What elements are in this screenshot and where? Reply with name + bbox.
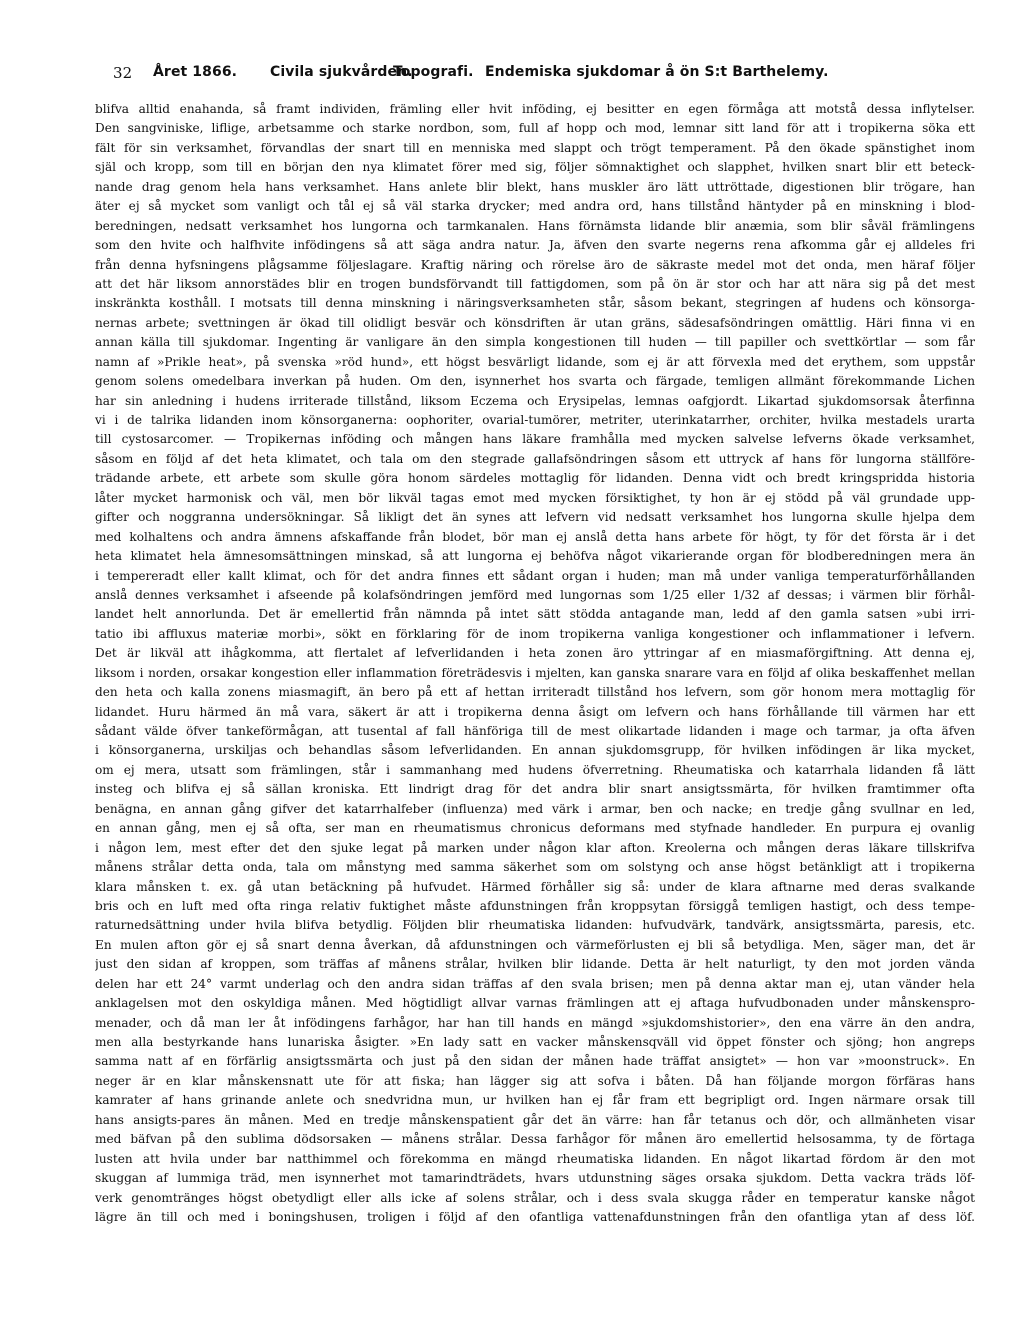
text-line: benägna, en annan gång gifver det katarrhalfeber (influenza) med värk i armar, ben och nacke; en tredje gång svullnar en led, — [95, 801, 975, 816]
text-line: just den sidan af kroppen, som träffas af månens strålar, hvilken blir lidande. Detta är helt naturligt, ty den mot jorden vända — [95, 957, 975, 972]
text-line: som den hvite och halfhvite infödingens så att säga andra natur. Ja, äfven den svarte negerns rena afkomma går ej alldeles fri — [95, 238, 975, 253]
text-line: lusten att hvila under bar natthimmel och förekomma en mängd rheumatiska lidanden. En något likartad fördom är den mot — [95, 1151, 975, 1166]
text-line: sådant välde öfver tankeförmågan, att tusental af fall hänföriga till de mest olikartade lidanden i mage och tarmar, ja ofta äfven — [95, 724, 975, 738]
text-line: menader, och då man ler åt infödingens farhågor, har han till hands en mängd »sjukdomshistorier», den ena värre än den andra, — [95, 1015, 975, 1030]
text-line: själ och kropp, som till en början den nya klimatet förer med sig, följer sömnaktighet och slapphet, hvilken snart blir ett beteck- — [95, 160, 975, 175]
text-line: äter ej så mycket som vanligt och tål ej så väl starka drycker; med andra ord, hans tillstånd häntyder på en minskning i blod- — [95, 199, 975, 214]
text-line: skuggan af lummiga träd, men isynnerhet mot tamarindträdets, hvars utdunstning säges orsaka sjukdom. Detta vackra träds löf- — [95, 1171, 975, 1186]
text-line: blifva alltid enahanda, så framt individen, främling eller hvit inföding, ej besitter en egen förmåga att motstå dessa inflytelser. — [95, 102, 975, 116]
text-line: om ej mera, utsatt som främlingen, står i sammanhang med hudens öfverretning. Rheumatiska och katarrhala lidanden få lätt — [95, 762, 975, 777]
header-year: Året 1866. — [153, 64, 238, 80]
text-line: hans ansigts-pares än månen. Med en tredje månskenspatient går det än värre: han får tetanus och dör, och allmänheten visar — [95, 1112, 975, 1127]
header-topic: Topografi. — [393, 64, 474, 80]
text-line: landet helt annorlunda. Det är emellertid från nämnda på intet sätt stödda antagande man, ledd af den gamla satsen »ubi irri- — [95, 607, 975, 622]
text-line: nernas arbete; svettningen är ökad till olidligt besvär och könsdriften är utan gräns, sädesafsöndringen omättlig. Häri finna vi en — [95, 315, 975, 330]
text-line: genom solens omedelbara inverkan på huden. Om den, isynnerhet hos svarta och färgade, temligen allmänt förekommande Lichen — [95, 374, 975, 389]
text-line: låter mycket harmonisk och väl, men bör likväl tagas emot med mycken försiktighet, ty hon är ej stödd på väl grundade upp- — [95, 490, 975, 505]
text-line: insteg och blifva ej så sällan kroniska. Ett lindrigt drag för det andra blir snart ansigtssmärta, för hvilken framtimmer ofta — [95, 782, 975, 797]
text-line: i könsorganerna, urskiljas och behandlas såsom lefverlidanden. En annan sjukdomsgrupp, för hvilken infödingen är lika mycket, — [95, 743, 975, 758]
text-line: nande drag genom hela hans verksamhet. Hans anlete blir blekt, hans muskler äro lätt uttröttade, digestionen blir trögare, han — [95, 179, 975, 194]
text-line: men alla bestyrkande hans lunariska åsigter. »En lady satt en vacker månskensqväll vid öppet fönster och sjöng; hon angreps — [95, 1035, 975, 1049]
text-line: delen har ett 24° varmt underlag och den andra sidan träffas af den svala brisen; men på denna aktar man ej, utan vänder hela — [95, 976, 975, 991]
text-line: neger är en klar månskensnatt ute för att fiska; han lägger sig att sofva i båten. Då han följande morgon förfäras hans — [95, 1073, 975, 1088]
text-line: lidandet. Huru härmed än må vara, säkert är att i tropikerna denna åsigt om lefvern och hans förhållande till värmen har ett — [95, 704, 975, 719]
text-line: kamrater af hans grinande anlete och snedvridna mun, ur hvilken han ej får fram ett begripligt ord. Ingen närmare orsak till — [95, 1093, 975, 1108]
text-line: samma natt af en förfärlig ansigtssmärta och just på den sidan der månen hade träffat ansigtet» — hon var »moonstruck». En — [95, 1054, 975, 1069]
text-line: En mulen afton gör ej så snart denna åverkan, då afdunstningen och värmeförlusten ej bli så betydliga. Men, säger man, det är — [95, 937, 975, 952]
text-line: fält för sin verksamhet, förvandlas der snart till en menniska med slappt och trögt temperament. På den ökade spänstighet inom — [95, 140, 975, 155]
text-line: från denna hyfsningens plågsamme följeslagare. Kraftig näring och rörelse äro de säkraste medel mot det onda, men häraf följer — [95, 257, 975, 272]
text-line: med kolhaltens och andra ämnens afskaffande från blodet, bör man ej anslå detta hans arbete för högt, ty för det första är i det — [95, 529, 975, 544]
header-title: Endemiska sjukdomar å ön S:t Barthelemy. — [485, 64, 829, 80]
page-number: 32 — [113, 64, 133, 82]
text-line: såsom en följd af det heta klimatet, och tala om den stegrade gallafsöndringen såsom ett uttryck af hans för lungorna ställföre- — [95, 451, 975, 466]
text-line: till cystosarcomer. — Tropikernas inföding och mången hans läkare framhålla med mycken salvelse lefverns ökade verksamhet, — [95, 432, 975, 447]
text-line: heta klimatet hela ämnesomsättningen minskad, så att lungorna ej behöfva något vikarierande organ för blodberedningen mera än — [95, 549, 975, 564]
text-line: namn af »Prikle heat», på svenska »röd hund», ett högst besvärligt lidande, som ej är att förvexla med det erythem, som uppstår — [95, 354, 975, 369]
text-line: annan källa till sjukdomar. Ingenting är vanligare än den simpla kongestionen till huden — till papiller och svettkörtlar — som får — [95, 335, 975, 350]
text-line: den heta och kalla zonens miasmagift, än bero på ett af hettan irriteradt tillstånd hos lefvern, som gör honom mera mottaglig för — [95, 685, 975, 700]
text-line: klara månsken t. ex. gå utan betäckning på hufvudet. Härmed förhåller sig så: under de klara aftnarne med deras svalkande — [95, 879, 975, 894]
text-line: vi i de talrika lidanden inom könsorganerna: oophoriter, ovarial-tumörer, metriter, uterinkatarrher, orchiter, hvilka mestadels urarta — [95, 413, 975, 427]
text-line: har sin anledning i hudens irriterade tillstånd, liksom Eczema och Erysipelas, lemnas oafgjordt. Likartad sjukdomsorsak återfinna — [95, 393, 975, 408]
text-line: i någon lem, mest efter det den sjuke legat på marken under någon klar afton. Kreolerna och mången deras läkare tillskrifva — [95, 840, 975, 855]
text-line: bris och en luft med ofta ringa relativ fuktighet måste afdunstningen från kroppsytan försiggå temligen hastigt, och dess tempe- — [95, 898, 975, 913]
text-line: inskränkta kosthåll. I motsats till denna minskning i näringsverksamheten står, såsom bekant, stegringen af hudens och könsorga- — [95, 296, 975, 311]
text-line: lägre än till och med i boningshusen, troligen i följd af den ofantliga vattenafdunstningen från den ofantliga ytan af dess löf. — [95, 1209, 975, 1224]
text-line: månens strålar detta onda, tala om månstyng med samma säkerhet som om solstyng och anse högst betänkligt att i tropikerna — [95, 860, 975, 875]
text-line: raturnedsättning under hvila blifva betydlig. Följden blir rheumatiska lidanden: hufvudvärk, tandvärk, ansigtssmärta, paresis, etc. — [95, 918, 975, 933]
text-line: trädande arbete, ett arbete som skulle göra honom särdeles mottaglig för lidanden. Denna vidt och bredt kringspridda historia — [95, 471, 975, 486]
body-text — [95, 100, 975, 1227]
text-line: tatio ibi affluxus materiæ morbi», sökt en förklaring för de inom tropikerna vanliga kongestioner och inflammationer i lefvern. — [95, 626, 975, 641]
text-line: verk genomtränges högst obetydligt eller alls icke af solens strålar, och i dess svala skugga råder en temperatur kanske något — [95, 1190, 975, 1205]
text-line: att det här liksom annorstädes blir en trogen bundsförvandt till fattigdomen, som på ön är stor och har att nära sig på det mest — [95, 276, 975, 291]
text-line: beredningen, nedsatt verksamhet hos lungorna och tarmkanalen. Hans förnämsta lidande blir anæmia, som blir såväl främlingens — [95, 218, 975, 233]
text-line: i tempereradt eller kallt klimat, och för det andra finnes ett sådant organ i huden; man må under vanliga temperaturförhållanden — [95, 568, 975, 583]
text-line: gifter och noggranna undersökningar. Så likligt det än synes att lefvern vid nedsatt verksamhet hos lungorna skulle hjelpa dem — [95, 510, 975, 525]
text-line: anklagelsen mot den oskyldiga månen. Med högtidligt allvar varnas främlingen att ej aftaga hufvudbonaden under månskenspro- — [95, 996, 975, 1011]
text-line: liksom i norden, orsakar kongestion eller inflammation företrädesvis i mjelten, kan ganska snarare vara en följd af olika beskaffenhet mellan — [95, 665, 975, 680]
text-line: Det är likväl att ihågkomma, att flertalet af lefverlidanden i heta zonen äro yttringar af en miasmaförgiftning. Att denna ej, — [95, 646, 975, 661]
header-section: Civila sjukvården. — [270, 64, 413, 80]
text-line: anslå dennes verksamhet i afseende på kolafsöndringen jemförd med lungornas som 1/25 eller 1/32 af dessas; i värmen blir förhål- — [95, 587, 975, 602]
text-line: med bäfvan på den sublima dödsorsaken — månens strålar. Dessa farhågor för månen äro emellertid helsosamma, ty de förtaga — [95, 1132, 975, 1147]
running-header — [113, 64, 993, 86]
text-line: Den sangviniske, liflige, arbetsamme och starke nordbon, som, full af hopp och mod, lemnar sitt land för att i tropikerna söka ett — [95, 121, 975, 136]
text-line: en annan gång, men ej så ofta, ser man en rheumatismus chronicus deformans med styfnade handleder. En purpura ej ovanlig — [95, 821, 975, 836]
